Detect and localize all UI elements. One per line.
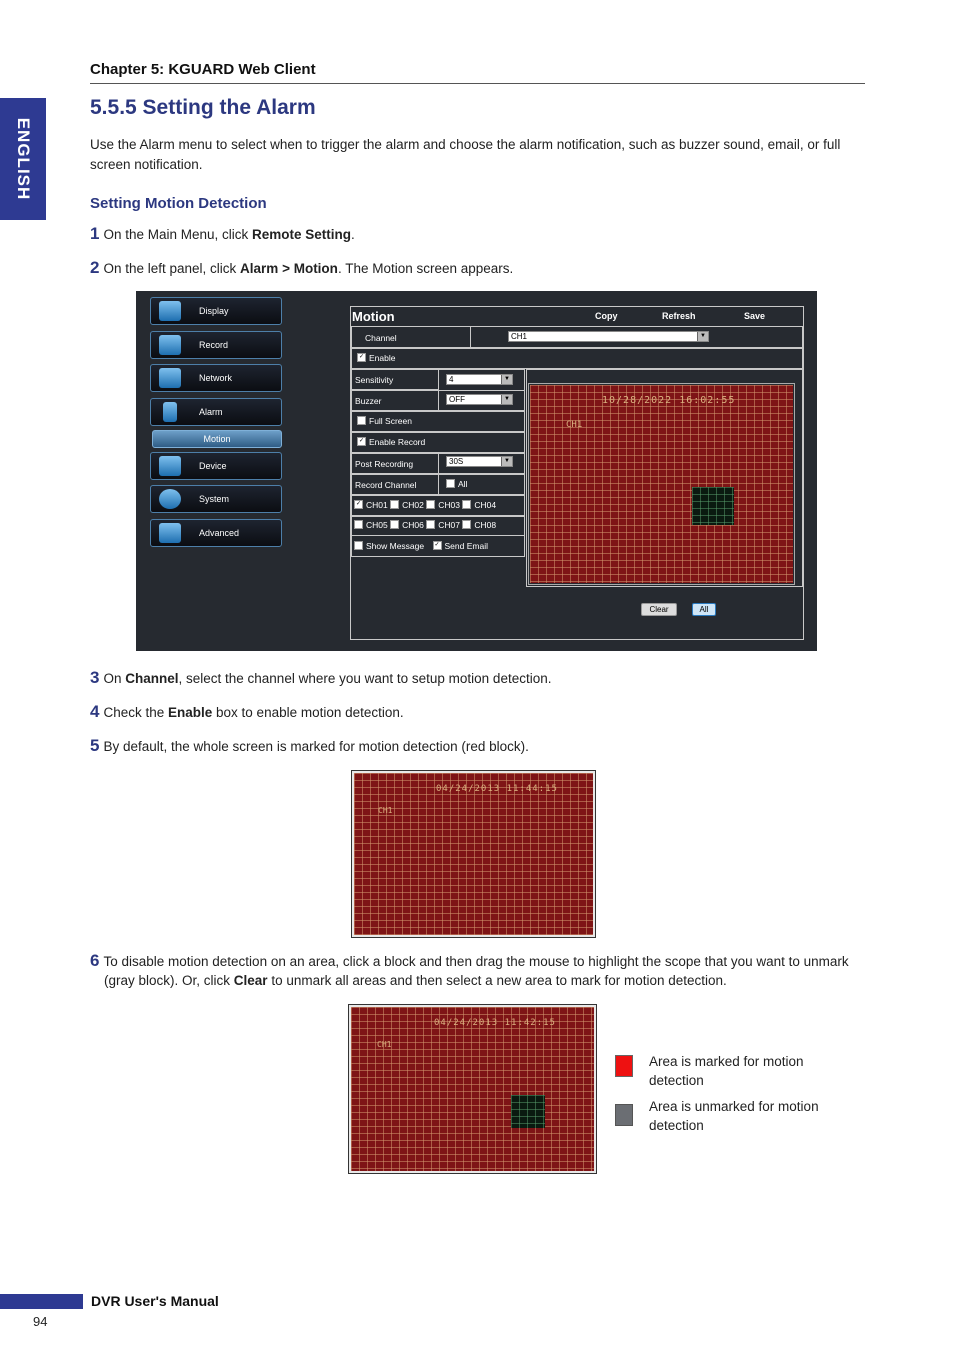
full-screen-label: Full Screen xyxy=(369,416,412,426)
step-text: Check the xyxy=(103,705,169,720)
checkbox-checked-icon: ✓ xyxy=(358,438,365,445)
checkbox-icon xyxy=(357,416,366,425)
enable-checkbox[interactable] xyxy=(357,353,395,363)
step-4 xyxy=(90,702,855,722)
full-screen-checkbox[interactable] xyxy=(357,416,412,426)
timestamp-overlay: 04/24/2013 11:44:15 xyxy=(436,784,558,794)
device-icon xyxy=(159,456,181,476)
channel-overlay: CH1 xyxy=(378,806,393,815)
ch03-label: CH03 xyxy=(438,500,460,510)
step-text: . xyxy=(351,227,355,242)
timestamp-overlay: 10/28/2022 16:02:55 xyxy=(602,395,736,406)
language-tab-label: ENGLISH xyxy=(14,117,33,201)
sensitivity-select[interactable] xyxy=(446,374,513,385)
legend-marked-label: Area is marked for motion detection xyxy=(649,1054,804,1088)
nav-alarm-button[interactable] xyxy=(150,398,282,426)
nav-device-label: Device xyxy=(199,461,227,471)
step-text: To disable motion detection on an area, click a block and then drag the mouse to highlight the scope that you want to unmark (gray block). Or, click xyxy=(103,954,849,988)
show-message-label: Show Message xyxy=(366,541,425,551)
checkbox-icon xyxy=(446,479,455,488)
monitor-icon xyxy=(159,301,181,321)
step-text: On xyxy=(103,671,126,686)
step-bold: Clear xyxy=(233,973,268,988)
nav-motion-item[interactable]: Motion xyxy=(152,430,282,448)
language-tab xyxy=(0,98,46,220)
checkbox-checked-icon[interactable]: ✓ xyxy=(434,542,440,549)
nav-network-button[interactable] xyxy=(150,364,282,392)
step-text: On the Main Menu, click xyxy=(103,227,253,242)
buzzer-label: Buzzer xyxy=(355,396,382,406)
chevron-down-icon: ▼ xyxy=(501,457,512,466)
enable-record-label: Enable Record xyxy=(369,437,426,447)
step-bold: Alarm > Motion xyxy=(240,261,338,276)
clear-button[interactable]: Clear xyxy=(641,603,677,616)
channel-checkboxes-row1 xyxy=(354,500,496,510)
step-text: box to enable motion detection. xyxy=(212,705,404,720)
checkbox-icon[interactable] xyxy=(462,520,471,529)
channel-label: Channel xyxy=(365,333,397,343)
step-text: On the left panel, click xyxy=(103,261,241,276)
panel-title: Motion xyxy=(352,309,395,324)
globe-icon xyxy=(159,368,181,388)
motion-grid-full xyxy=(354,773,593,935)
step-bold: Remote Setting xyxy=(252,227,352,242)
step-number: 6 xyxy=(90,951,100,970)
post-recording-value: 30S xyxy=(449,457,464,466)
channel-select-value: CH1 xyxy=(511,332,528,341)
ch07-label: CH07 xyxy=(438,520,460,530)
nav-display-button[interactable] xyxy=(150,297,282,325)
nav-advanced-label: Advanced xyxy=(199,528,240,538)
checkbox-checked-icon: ✓ xyxy=(358,354,365,361)
channel-select[interactable] xyxy=(508,331,709,342)
enable-row xyxy=(351,348,803,369)
chevron-down-icon: ▼ xyxy=(501,375,512,384)
intro-paragraph: Use the Alarm menu to select when to trigger the alarm and choose the alarm notification, such as buzzer sound, email, or full screen notification. xyxy=(90,137,841,172)
ch08-label: CH08 xyxy=(474,520,497,530)
motion-grid-partial xyxy=(351,1007,594,1171)
gear-icon xyxy=(159,489,181,509)
nav-display-label: Display xyxy=(199,306,229,316)
channel-overlay: CH1 xyxy=(377,1040,392,1049)
section-title: 5.5.5 Setting the Alarm xyxy=(90,96,316,119)
copy-button[interactable]: Copy xyxy=(595,311,618,321)
nav-network-label: Network xyxy=(199,373,233,383)
step-6 xyxy=(90,951,866,990)
nav-system-button[interactable] xyxy=(150,485,282,513)
legend-unmarked-label: Area is unmarked for motion detection xyxy=(649,1099,819,1133)
motion-panel xyxy=(350,306,804,640)
step-number: 4 xyxy=(90,702,100,721)
step-5 xyxy=(90,736,855,756)
nav-system-label: System xyxy=(199,494,230,504)
step-1 xyxy=(90,224,855,244)
post-recording-label: Post Recording xyxy=(355,459,414,469)
ch04-label: CH04 xyxy=(474,500,497,510)
chevron-down-icon: ▼ xyxy=(697,332,708,341)
sensitivity-value: 4 xyxy=(449,375,454,384)
step-text: . The Motion screen appears. xyxy=(337,261,514,276)
unmarked-area xyxy=(692,487,734,525)
timestamp-overlay: 04/24/2013 11:42:15 xyxy=(434,1018,556,1028)
nav-advanced-button[interactable] xyxy=(150,519,282,547)
step-text: , select the channel where you want to setup motion detection. xyxy=(178,671,552,686)
ch01-label: CH01 xyxy=(366,500,388,510)
record-channel-label: Record Channel xyxy=(355,480,417,490)
refresh-button[interactable]: Refresh xyxy=(662,311,696,321)
default-motion-figure xyxy=(351,770,596,938)
sensitivity-label: Sensitivity xyxy=(355,375,394,385)
step-number: 1 xyxy=(90,224,100,243)
record-icon xyxy=(159,335,181,355)
chapter-heading: Chapter 5: KGUARD Web Client xyxy=(90,61,316,78)
send-email-label: Send Email xyxy=(444,541,488,551)
channel-overlay: CH1 xyxy=(566,420,583,430)
channel-checkboxes-row2 xyxy=(354,520,496,530)
footer-bar xyxy=(0,1294,83,1309)
buzzer-value: OFF xyxy=(449,395,465,404)
nav-record-button[interactable] xyxy=(150,331,282,359)
unmarked-swatch xyxy=(615,1104,633,1126)
step-text: to unmark all areas and then select a new area to mark for motion detection. xyxy=(267,973,727,988)
checkbox-checked-icon[interactable]: ✓ xyxy=(355,501,362,508)
header-rule xyxy=(90,83,865,84)
step-number: 5 xyxy=(90,736,100,755)
nav-record-label: Record xyxy=(199,340,229,350)
motion-grid[interactable] xyxy=(530,385,793,583)
checkbox-icon[interactable] xyxy=(462,500,471,509)
record-all-label: All xyxy=(458,479,468,489)
nav-device-button[interactable] xyxy=(150,452,282,480)
post-recording-select[interactable] xyxy=(446,456,513,467)
notification-row xyxy=(354,541,488,551)
page-number: 94 xyxy=(33,1314,48,1329)
unmarked-motion-figure xyxy=(348,1004,597,1174)
nav-alarm-label: Alarm xyxy=(199,407,223,417)
all-button[interactable]: All xyxy=(692,603,716,616)
save-button[interactable]: Save xyxy=(744,311,766,321)
checkbox-icon[interactable] xyxy=(354,541,363,550)
step-number: 3 xyxy=(90,668,100,687)
step-text: By default, the whole screen is marked for motion detection (red block). xyxy=(103,739,529,754)
step-bold: Enable xyxy=(168,705,213,720)
alarm-icon xyxy=(163,402,177,422)
record-all-checkbox[interactable] xyxy=(446,479,467,489)
subheading: Setting Motion Detection xyxy=(90,195,267,212)
motion-settings-screenshot xyxy=(136,291,817,651)
ch06-label: CH06 xyxy=(402,520,424,530)
footer-title: DVR User's Manual xyxy=(91,1293,219,1309)
ch05-label: CH05 xyxy=(366,520,388,530)
step-2 xyxy=(90,258,855,278)
chevron-down-icon: ▼ xyxy=(501,395,512,404)
enable-label: Enable xyxy=(369,353,396,363)
step-bold: Channel xyxy=(125,671,179,686)
step-3 xyxy=(90,668,855,688)
checkbox-icon[interactable] xyxy=(390,520,399,529)
marked-swatch xyxy=(615,1055,633,1077)
tools-icon xyxy=(159,523,181,543)
checkbox-icon[interactable] xyxy=(426,520,435,529)
step-number: 2 xyxy=(90,258,100,277)
checkbox-icon[interactable] xyxy=(354,520,363,529)
checkbox-icon[interactable] xyxy=(426,500,435,509)
enable-record-checkbox[interactable] xyxy=(357,437,425,447)
checkbox-icon[interactable] xyxy=(390,500,399,509)
buzzer-select[interactable] xyxy=(446,394,513,405)
panel-header xyxy=(351,307,803,327)
ch02-label: CH02 xyxy=(402,500,424,510)
unmarked-area xyxy=(511,1095,545,1128)
